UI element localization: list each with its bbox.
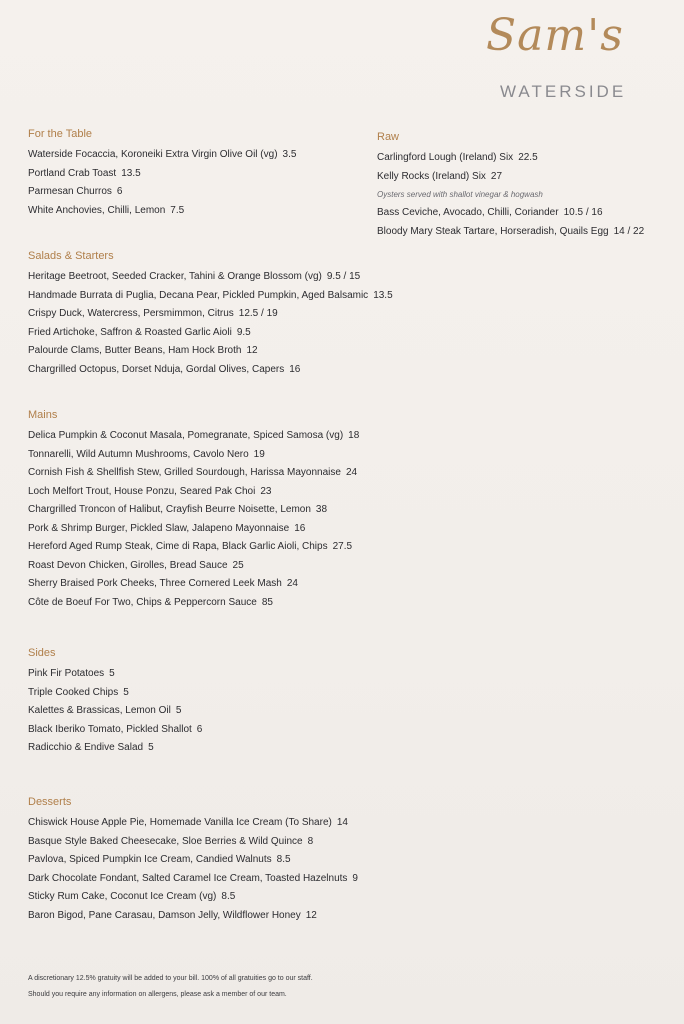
menu-item-price: 14: [336, 817, 348, 828]
menu-list: [28, 268, 393, 379]
menu-item-price: 12.5 / 19: [238, 308, 278, 319]
menu-item-price: 25: [232, 559, 244, 571]
menu-item-name: Kelly Rocks (Ireland) Six: [377, 170, 486, 182]
menu-item-price: 13.5: [373, 289, 393, 301]
section-title: Desserts: [28, 796, 72, 808]
menu-item-price: 24: [345, 467, 358, 478]
menu-item-name: Sticky Rum Cake, Coconut Ice Cream (vg): [28, 891, 217, 902]
menu-item: [28, 684, 202, 703]
menu-item-price: 6: [196, 723, 203, 735]
menu-item-price: 14 / 22: [613, 225, 645, 237]
section-title: For the Table: [28, 128, 93, 140]
menu-item: [28, 183, 296, 202]
menu-item: [28, 202, 296, 221]
menu-item-name: Chargrilled Octopus, Dorset Nduja, Gordal Olives, Capers: [28, 363, 285, 375]
oyster-note: Oysters served with shallot vinegar & hogwash: [377, 190, 543, 199]
menu-item-name: Delica Pumpkin & Coconut Masala, Pomegranate, Spiced Samosa (vg): [28, 430, 344, 441]
section-title: Sides: [28, 647, 56, 659]
menu-item-name: Hereford Aged Rump Steak, Cime di Rapa, Black Garlic Aioli, Chips: [28, 541, 328, 552]
menu-item: [377, 149, 644, 168]
brand-subtitle: WATERSIDE: [500, 82, 627, 101]
menu-item-price: 12: [246, 345, 258, 356]
menu-item-name: Baron Bigod, Pane Carasau, Damson Jelly, Wildflower Honey: [28, 909, 301, 921]
menu-item-name: Cornish Fish & Shellfish Stew, Grilled Sourdough, Harissa Mayonnaise: [28, 467, 341, 478]
menu-list: [28, 665, 202, 758]
menu-item-name: Dark Chocolate Fondant, Salted Caramel Ice Cream, Toasted Hazelnuts: [28, 872, 348, 884]
menu-item-name: Bloody Mary Steak Tartare, Horseradish, Quails Egg: [377, 225, 609, 237]
menu-list: [377, 149, 644, 186]
menu-item: [28, 739, 202, 758]
menu-item-price: 19: [253, 448, 265, 460]
menu-item-price: 9: [352, 872, 358, 884]
menu-item-price: 24: [286, 578, 298, 589]
menu-item: [28, 833, 358, 852]
menu-item-name: Handmade Burrata di Puglia, Decana Pear, Pickled Pumpkin, Aged Balsamic: [28, 289, 369, 301]
menu-item-price: 8: [307, 835, 314, 847]
menu-item: [28, 165, 296, 184]
section-sides: [28, 645, 202, 758]
menu-item-price: 27.5: [332, 541, 353, 552]
section-raw: [377, 129, 644, 241]
menu-item-price: 5: [175, 705, 182, 716]
section-desserts: [28, 794, 358, 925]
menu-item-price: 23: [260, 485, 272, 497]
menu-item-name: Black Iberiko Tomato, Pickled Shallot: [28, 723, 192, 735]
menu-item: [28, 446, 359, 465]
menu-item-price: 5: [123, 686, 129, 698]
menu-item-price: 16: [294, 522, 306, 534]
menu-list: [28, 814, 358, 925]
menu-item: [28, 557, 359, 576]
section-title: Salads & Starters: [28, 250, 114, 262]
menu-item-price: 8.5: [276, 854, 291, 865]
menu-item: [28, 702, 202, 721]
menu-item-price: 9.5: [236, 326, 251, 338]
menu-item: [28, 427, 359, 446]
menu-item-name: Chiswick House Apple Pie, Homemade Vanilla Ice Cream (To Share): [28, 817, 332, 828]
menu-item-name: Sherry Braised Pork Cheeks, Three Cornered Leek Mash: [28, 578, 282, 589]
menu-item-price: 12: [305, 909, 317, 921]
menu-item: [28, 146, 296, 165]
menu-item-name: Radicchio & Endive Salad: [28, 742, 144, 753]
menu-item: [28, 324, 393, 343]
menu-item: [28, 594, 359, 613]
menu-item: [28, 520, 359, 539]
menu-list: [28, 146, 296, 220]
menu-item: [28, 870, 358, 889]
menu-item: [28, 361, 393, 380]
menu-item-name: Chargrilled Troncon of Halibut, Crayfish Beurre Noisette, Lemon: [28, 504, 311, 515]
menu-list: [377, 204, 644, 241]
menu-item: [28, 483, 359, 502]
menu-item-name: Basque Style Baked Cheesecake, Sloe Berries & Wild Quince: [28, 835, 303, 847]
menu-item: [28, 888, 358, 907]
section-mains: [28, 407, 359, 612]
menu-item: [28, 721, 202, 740]
menu-item: [28, 665, 202, 684]
menu-item-name: Pork & Shrimp Burger, Pickled Slaw, Jalapeno Mayonnaise: [28, 522, 290, 534]
menu-item-name: White Anchovies, Chilli, Lemon: [28, 204, 166, 216]
menu-item: [28, 305, 393, 324]
menu-list: [28, 427, 359, 612]
menu-item-name: Pavlova, Spiced Pumpkin Ice Cream, Candied Walnuts: [28, 854, 272, 865]
menu-item-price: 18: [348, 430, 360, 441]
menu-item: [28, 464, 359, 483]
menu-item-name: Loch Melfort Trout, House Ponzu, Seared Pak Choi: [28, 485, 256, 497]
menu-item-name: Parmesan Churros: [28, 186, 112, 197]
menu-item-price: 8.5: [221, 891, 236, 902]
menu-item: [28, 851, 358, 870]
menu-item: [377, 168, 644, 187]
section-title: Raw: [377, 131, 400, 143]
menu-item-price: 27: [490, 170, 503, 182]
menu-item-name: Pink Fir Potatoes: [28, 668, 105, 679]
menu-item-name: Waterside Focaccia, Koroneiki Extra Virgin Olive Oil (vg): [28, 149, 278, 160]
menu-item-price: 5: [109, 668, 115, 679]
menu-item: [377, 204, 644, 223]
menu-item-name: Portland Crab Toast: [28, 167, 117, 179]
section-title: Mains: [28, 409, 58, 421]
menu-item-price: 85: [261, 596, 273, 608]
section-for-the-table: [28, 126, 296, 220]
menu-item-name: Palourde Clams, Butter Beans, Ham Hock Broth: [28, 345, 242, 356]
menu-item: [377, 223, 644, 242]
menu-item-price: 13.5: [121, 167, 141, 179]
menu-item: [28, 907, 358, 926]
gratuity-note: A discretionary 12.5% gratuity will be added to your bill. 100% of all gratuities go to our staff.: [28, 975, 313, 982]
menu-item-name: Fried Artichoke, Saffron & Roasted Garlic Aioli: [28, 326, 232, 338]
menu-item-price: 38: [315, 504, 328, 515]
menu-item-name: Crispy Duck, Watercress, Persmimmon, Citrus: [28, 308, 234, 319]
menu-item: [28, 287, 393, 306]
footer-notes: [28, 971, 313, 1003]
menu-item-price: 9.5 / 15: [326, 271, 361, 282]
menu-item-price: 22.5: [518, 152, 538, 163]
brand-script-logo: Sam's: [486, 10, 624, 61]
menu-item: [28, 575, 359, 594]
menu-item-name: Kalettes & Brassicas, Lemon Oil: [28, 705, 171, 716]
menu-item-name: Côte de Boeuf For Two, Chips & Peppercorn Sauce: [28, 596, 257, 608]
menu-item: [28, 814, 358, 833]
menu-item-price: 6: [116, 186, 123, 197]
menu-item-name: Triple Cooked Chips: [28, 686, 119, 698]
menu-item: [28, 268, 393, 287]
section-salads-starters: [28, 248, 393, 379]
menu-item-price: 16: [289, 363, 301, 375]
menu-item-name: Bass Ceviche, Avocado, Chilli, Coriander: [377, 207, 559, 218]
menu-item-price: 10.5 / 16: [563, 207, 603, 218]
menu-item: [28, 342, 393, 361]
menu-item-name: Roast Devon Chicken, Girolles, Bread Sauce: [28, 559, 228, 571]
menu-item-name: Heritage Beetroot, Seeded Cracker, Tahini & Orange Blossom (vg): [28, 271, 322, 282]
menu-item-price: 7.5: [170, 204, 185, 216]
menu-item-price: 5: [148, 742, 154, 753]
menu-item: [28, 538, 359, 557]
menu-item: [28, 501, 359, 520]
menu-item-price: 3.5: [282, 149, 297, 160]
menu-item-name: Carlingford Lough (Ireland) Six: [377, 152, 514, 163]
allergen-note: Should you require any information on allergens, please ask a member of our team.: [28, 991, 287, 998]
menu-item-name: Tonnarelli, Wild Autumn Mushrooms, Cavolo Nero: [28, 448, 249, 460]
